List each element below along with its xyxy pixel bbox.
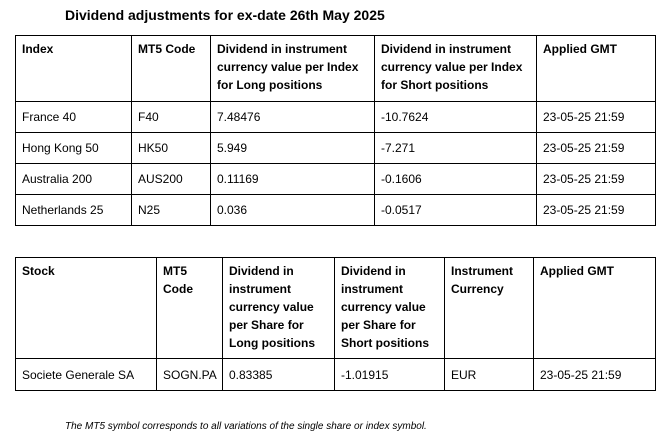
cell-short-dividend: -0.0517 — [375, 195, 537, 226]
header-instrument-currency: Instrument Currency — [445, 258, 534, 359]
cell-applied-gmt: 23-05-25 21:59 — [537, 164, 656, 195]
table-row — [16, 102, 656, 133]
cell-index-name: France 40 — [16, 102, 132, 133]
cell-short-dividend: -0.1606 — [375, 164, 537, 195]
cell-short-dividend: -1.01915 — [335, 359, 445, 391]
stock-dividend-table — [15, 257, 656, 391]
header-mt5-code: MT5 Code — [132, 36, 211, 102]
table-row — [16, 195, 656, 226]
cell-index-name: Australia 200 — [16, 164, 132, 195]
cell-applied-gmt: 23-05-25 21:59 — [534, 359, 656, 391]
cell-index-name: Netherlands 25 — [16, 195, 132, 226]
table-row — [16, 164, 656, 195]
cell-instrument-currency: EUR — [445, 359, 534, 391]
header-applied-gmt: Applied GMT — [537, 36, 656, 102]
cell-short-dividend: -10.7624 — [375, 102, 537, 133]
cell-stock-name: Societe Generale SA — [16, 359, 157, 391]
table-row — [16, 359, 656, 391]
header-short-dividend: Dividend in instrument currency value per Share for Short positions — [335, 258, 445, 359]
cell-applied-gmt: 23-05-25 21:59 — [537, 195, 656, 226]
index-dividend-table — [15, 35, 656, 226]
table-header-row — [16, 258, 656, 359]
header-short-dividend: Dividend in instrument currency value per Index for Short positions — [375, 36, 537, 102]
cell-short-dividend: -7.271 — [375, 133, 537, 164]
cell-mt5-code: AUS200 — [132, 164, 211, 195]
cell-applied-gmt: 23-05-25 21:59 — [537, 133, 656, 164]
header-applied-gmt: Applied GMT — [534, 258, 656, 359]
cell-index-name: Hong Kong 50 — [16, 133, 132, 164]
header-index: Index — [16, 36, 132, 102]
table-header-row — [16, 36, 656, 102]
footnote: The MT5 symbol corresponds to all variations of the single share or index symbol. — [65, 421, 427, 432]
cell-mt5-code: F40 — [132, 102, 211, 133]
cell-long-dividend: 5.949 — [211, 133, 375, 164]
header-long-dividend: Dividend in instrument currency value per Share for Long positions — [223, 258, 335, 359]
cell-long-dividend: 0.11169 — [211, 164, 375, 195]
cell-mt5-code: HK50 — [132, 133, 211, 164]
header-stock: Stock — [16, 258, 157, 359]
header-mt5-code: MT5 Code — [157, 258, 223, 359]
cell-long-dividend: 7.48476 — [211, 102, 375, 133]
table-row — [16, 133, 656, 164]
cell-long-dividend: 0.83385 — [223, 359, 335, 391]
cell-applied-gmt: 23-05-25 21:59 — [537, 102, 656, 133]
cell-mt5-code: N25 — [132, 195, 211, 226]
page-title: Dividend adjustments for ex-date 26th May 2025 — [65, 7, 385, 23]
header-long-dividend: Dividend in instrument currency value per Index for Long positions — [211, 36, 375, 102]
cell-mt5-code: SOGN.PA — [157, 359, 223, 391]
cell-long-dividend: 0.036 — [211, 195, 375, 226]
